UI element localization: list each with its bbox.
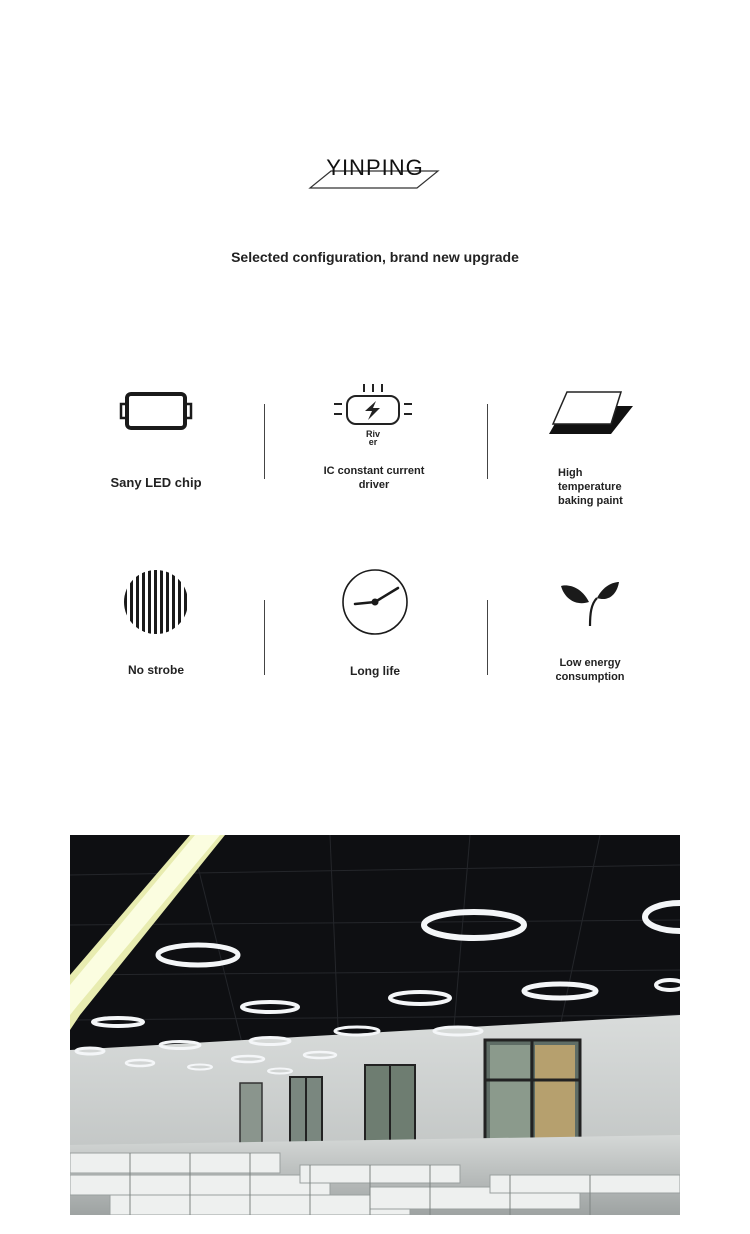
feature-no-strobe [66,568,246,677]
driver-icon [332,380,416,450]
clock-icon [341,568,409,636]
divider [264,404,265,479]
brand-logo [305,150,445,194]
no-strobe-icon [122,568,190,636]
driver-icon-text-2: er [368,437,378,447]
feature-label: Sany LED chip [110,475,202,490]
divider [487,600,488,675]
feature-label: No strobe [127,663,184,677]
brand-name: YINPING [326,155,424,180]
led-chip-icon [119,390,193,432]
paint-layers-icon [545,388,635,438]
driver-icon-text-1: Riv [365,429,381,439]
divider [264,600,265,675]
office-ceiling-ring-lights-photo [70,835,680,1215]
feature-label: Low energy consumption [555,657,625,683]
feature-led-chip [66,390,246,490]
feature-label: Long life [350,664,400,678]
feature-label: High temperature baking paint [558,467,623,507]
feature-long-life [285,568,465,678]
feature-low-energy [500,578,680,684]
tagline: Selected configuration, brand new upgrade [231,249,519,265]
divider [487,404,488,479]
feature-label: IC constant current driver [323,465,425,491]
feature-baking-paint [500,388,680,508]
feature-ic-driver [284,380,464,492]
sprout-icon [559,578,621,628]
